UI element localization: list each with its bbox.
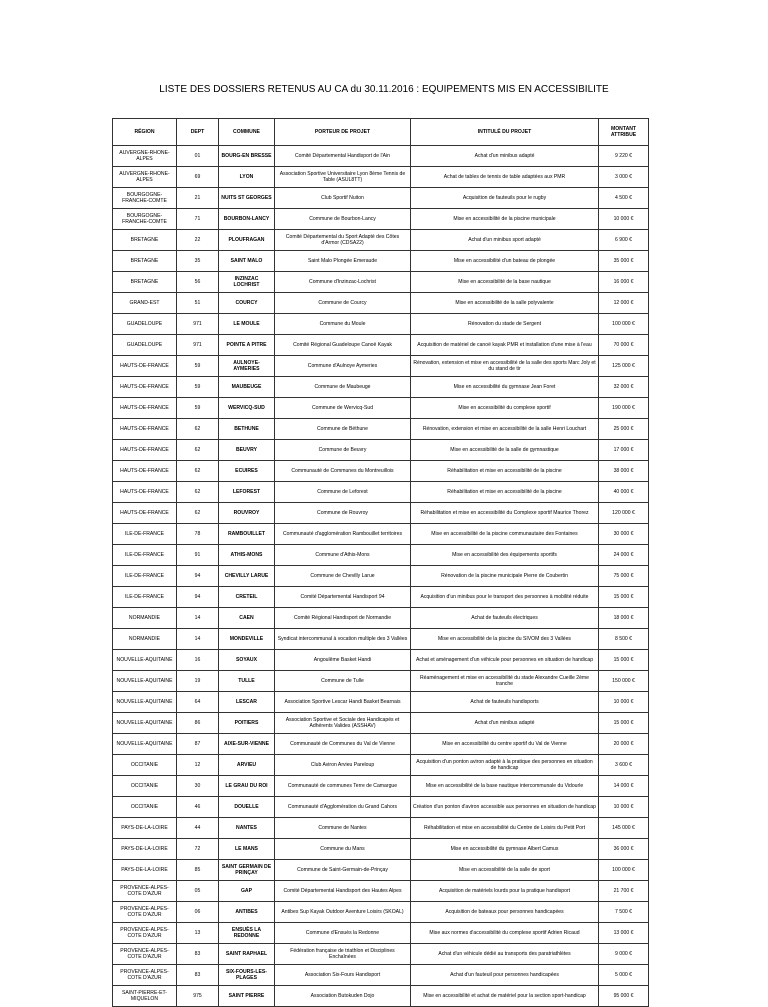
cell-commune: COURCY [219, 293, 275, 314]
cell-montant: 3 600 € [599, 755, 649, 776]
table-row [113, 146, 649, 167]
cell-dept: 62 [177, 503, 219, 524]
cell-commune: BEUVRY [219, 440, 275, 461]
table-body [113, 146, 649, 1007]
cell-intitule: Acquisition de fauteuils pour le rugby [411, 188, 599, 209]
table-row [113, 503, 649, 524]
cell-porteur: Commune de Tulle [275, 671, 411, 692]
cell-montant: 20 000 € [599, 734, 649, 755]
cell-intitule: Achat d'un minibus adapté [411, 713, 599, 734]
cell-porteur: Commune de Courcy [275, 293, 411, 314]
cell-montant: 190 000 € [599, 398, 649, 419]
header-dept: DEPT [177, 119, 219, 146]
table-row [113, 566, 649, 587]
cell-dept: 06 [177, 902, 219, 923]
cell-commune: BOURG-EN BRESSE [219, 146, 275, 167]
cell-commune: ANTIBES [219, 902, 275, 923]
cell-intitule: Acquisition de matériel de canoë kayak PMR et installation d'une mise à l'eau [411, 335, 599, 356]
table-row [113, 167, 649, 188]
cell-region: PROVENCE-ALPES-COTE D'AZUR [113, 902, 177, 923]
cell-dept: 13 [177, 923, 219, 944]
cell-montant: 16 000 € [599, 272, 649, 293]
cell-intitule: Mise en accessibilité de la salle de gymnastique [411, 440, 599, 461]
cell-region: GUADELOUPE [113, 314, 177, 335]
cell-porteur: Association Sportive et Sociale des Handicapés et Adhérents Valides (ASSHAV) [275, 713, 411, 734]
cell-dept: 35 [177, 251, 219, 272]
cell-intitule: Réhabilitation et mise en accessibilité du Centre de Loisirs du Petit Port [411, 818, 599, 839]
cell-intitule: Réhabilitation et mise en accessibilité de la piscine [411, 461, 599, 482]
cell-porteur: Commune de Wervicq-Sud [275, 398, 411, 419]
table-row [113, 986, 649, 1007]
cell-porteur: Commune de Rouvroy [275, 503, 411, 524]
cell-intitule: Acquisition d'un minibus pour le transport des personnes à mobilité réduite [411, 587, 599, 608]
cell-region: PAYS-DE-LA-LOIRE [113, 860, 177, 881]
cell-intitule: Mise en accessibilité et achat de matériel pour la section sport-handicap [411, 986, 599, 1007]
cell-dept: 19 [177, 671, 219, 692]
cell-porteur: Communauté de communes Terre de Camargue [275, 776, 411, 797]
cell-montant: 5 000 € [599, 965, 649, 986]
table-row [113, 209, 649, 230]
cell-montant: 32 000 € [599, 377, 649, 398]
cell-region: NOUVELLE-AQUITAINE [113, 650, 177, 671]
table-row [113, 608, 649, 629]
cell-region: HAUTS-DE-FRANCE [113, 398, 177, 419]
cell-region: NOUVELLE-AQUITAINE [113, 734, 177, 755]
cell-commune: SAINT MALO [219, 251, 275, 272]
cell-intitule: Achat et aménagement d'un véhicule pour personnes en situation de handicap [411, 650, 599, 671]
cell-intitule: Réhabilitation et mise en accessibilité du Complexe sportif Maurice Thorez [411, 503, 599, 524]
cell-intitule: Mise aux normes d'accessibilité du complexe sportif Adrien Ricaud [411, 923, 599, 944]
cell-commune: LYON [219, 167, 275, 188]
cell-porteur: Commune de Chevilly Larue [275, 566, 411, 587]
cell-commune: BETHUNE [219, 419, 275, 440]
cell-region: PROVENCE-ALPES-COTE D'AZUR [113, 965, 177, 986]
cell-commune: TULLE [219, 671, 275, 692]
cell-porteur: Comité Départemental Handisport des Hautes Alpes [275, 881, 411, 902]
cell-montant: 15 000 € [599, 713, 649, 734]
table-row [113, 629, 649, 650]
cell-montant: 100 000 € [599, 860, 649, 881]
projects-table [112, 118, 649, 1007]
cell-commune: LESCAR [219, 692, 275, 713]
cell-intitule: Mise en accessibilité du gymnase Jean Foret [411, 377, 599, 398]
cell-porteur: Commune de Beuvry [275, 440, 411, 461]
cell-dept: 22 [177, 230, 219, 251]
cell-dept: 14 [177, 608, 219, 629]
cell-dept: 83 [177, 944, 219, 965]
cell-intitule: Mise en accessibilité de la piscine municipale [411, 209, 599, 230]
cell-commune: DOUELLE [219, 797, 275, 818]
cell-intitule: Mise en accessibilité de la salle de sport [411, 860, 599, 881]
cell-commune: SAINT RAPHAEL [219, 944, 275, 965]
cell-porteur: Fédération française de triathlon et Disciplines Enchaînées [275, 944, 411, 965]
cell-commune: CHEVILLY LARUE [219, 566, 275, 587]
cell-dept: 94 [177, 566, 219, 587]
table-row [113, 881, 649, 902]
cell-region: PROVENCE-ALPES-COTE D'AZUR [113, 944, 177, 965]
cell-porteur: Commune de Béthune [275, 419, 411, 440]
cell-intitule: Acquisition de bateaux pour personnes handicapées [411, 902, 599, 923]
cell-montant: 7 500 € [599, 902, 649, 923]
cell-commune: ARVIEU [219, 755, 275, 776]
table-row [113, 944, 649, 965]
cell-region: NOUVELLE-AQUITAINE [113, 692, 177, 713]
cell-intitule: Réhabilitation et mise en accessibilité de la piscine [411, 482, 599, 503]
cell-porteur: Commune d'Ensuès la Redonne [275, 923, 411, 944]
table-row [113, 419, 649, 440]
cell-region: HAUTS-DE-FRANCE [113, 461, 177, 482]
cell-dept: 62 [177, 419, 219, 440]
cell-dept: 83 [177, 965, 219, 986]
cell-intitule: Achat d'un minibus adapté [411, 146, 599, 167]
cell-montant: 38 000 € [599, 461, 649, 482]
cell-region: ILE-DE-FRANCE [113, 566, 177, 587]
cell-region: NORMANDIE [113, 629, 177, 650]
cell-porteur: Comité Régional Handisport de Normandie [275, 608, 411, 629]
cell-dept: 59 [177, 377, 219, 398]
cell-intitule: Mise en accessibilité de la base nautique intercommunale du Vidourle [411, 776, 599, 797]
cell-intitule: Mise en accessibilité d'un bateau de plongée [411, 251, 599, 272]
cell-dept: 91 [177, 545, 219, 566]
cell-porteur: Association Sportive Lescar Handi Basket Bearnais [275, 692, 411, 713]
cell-region: GUADELOUPE [113, 335, 177, 356]
cell-region: SAINT-PIERRE-ET-MIQUELON [113, 986, 177, 1007]
cell-porteur: Club Sportif Nuiton [275, 188, 411, 209]
table-row [113, 230, 649, 251]
cell-dept: 01 [177, 146, 219, 167]
cell-porteur: Commune d'Athis-Mons [275, 545, 411, 566]
cell-dept: 94 [177, 587, 219, 608]
cell-porteur: Club Aviron Arvieu Pareloup [275, 755, 411, 776]
cell-dept: 12 [177, 755, 219, 776]
cell-dept: 14 [177, 629, 219, 650]
cell-region: PROVENCE-ALPES-COTE D'AZUR [113, 923, 177, 944]
cell-region: PAYS-DE-LA-LOIRE [113, 839, 177, 860]
cell-commune: CRETEIL [219, 587, 275, 608]
cell-region: NORMANDIE [113, 608, 177, 629]
header-intitule: INTITULÉ DU PROJET [411, 119, 599, 146]
cell-region: HAUTS-DE-FRANCE [113, 440, 177, 461]
cell-dept: 59 [177, 398, 219, 419]
cell-montant: 150 000 € [599, 671, 649, 692]
cell-dept: 05 [177, 881, 219, 902]
cell-dept: 85 [177, 860, 219, 881]
cell-dept: 59 [177, 356, 219, 377]
cell-region: HAUTS-DE-FRANCE [113, 503, 177, 524]
cell-commune: LE MANS [219, 839, 275, 860]
cell-montant: 14 000 € [599, 776, 649, 797]
cell-region: BRETAGNE [113, 272, 177, 293]
header-commune: COMMUNE [219, 119, 275, 146]
cell-commune: SAINT GERMAIN DE PRINÇAY [219, 860, 275, 881]
cell-region: NOUVELLE-AQUITAINE [113, 671, 177, 692]
cell-montant: 95 000 € [599, 986, 649, 1007]
cell-dept: 62 [177, 461, 219, 482]
cell-region: BOURGOGNE-FRANCHE-COMTE [113, 188, 177, 209]
table-row [113, 902, 649, 923]
cell-commune: INZINZAC LOCHRIST [219, 272, 275, 293]
cell-commune: ENSUÈS LA REDONNE [219, 923, 275, 944]
table-row [113, 335, 649, 356]
cell-intitule: Mise en accessibilité de la piscine du SIVOM des 3 Vallées [411, 629, 599, 650]
table-row [113, 293, 649, 314]
cell-dept: 51 [177, 293, 219, 314]
cell-intitule: Réaménagement et mise en accessibilité du stade Alexandre Cueille 2ème tranche [411, 671, 599, 692]
cell-intitule: Acquisition de matériels lourds pour la pratique handisport [411, 881, 599, 902]
cell-commune: ECUIRES [219, 461, 275, 482]
cell-porteur: Commune d'Aulnoye Aymeries [275, 356, 411, 377]
cell-porteur: Commune du Mans [275, 839, 411, 860]
cell-dept: 30 [177, 776, 219, 797]
table-row [113, 839, 649, 860]
cell-region: OCCITANIE [113, 776, 177, 797]
cell-intitule: Mise en accessibilité de la salle polyvalente [411, 293, 599, 314]
cell-dept: 62 [177, 440, 219, 461]
cell-dept: 16 [177, 650, 219, 671]
cell-commune: AULNOYE-AYMERIES [219, 356, 275, 377]
cell-commune: AIXE-SUR-VIENNE [219, 734, 275, 755]
cell-region: HAUTS-DE-FRANCE [113, 377, 177, 398]
cell-commune: POITIERS [219, 713, 275, 734]
table-row [113, 545, 649, 566]
cell-porteur: Commune de Leforest [275, 482, 411, 503]
cell-montant: 145 000 € [599, 818, 649, 839]
cell-dept: 78 [177, 524, 219, 545]
cell-montant: 24 000 € [599, 545, 649, 566]
table-row [113, 818, 649, 839]
cell-montant: 21 700 € [599, 881, 649, 902]
cell-porteur: Commune de Saint-Germain-de-Prinçay [275, 860, 411, 881]
cell-region: BRETAGNE [113, 230, 177, 251]
cell-region: HAUTS-DE-FRANCE [113, 356, 177, 377]
cell-intitule: Achat d'un fauteuil pour personnes handicapées [411, 965, 599, 986]
cell-intitule: Acquisition d'un ponton aviron adapté à la pratique des personnes en situation de handicap [411, 755, 599, 776]
cell-montant: 10 000 € [599, 797, 649, 818]
cell-dept: 72 [177, 839, 219, 860]
cell-intitule: Achat d'un minibus sport adapté [411, 230, 599, 251]
cell-montant: 13 000 € [599, 923, 649, 944]
table-row [113, 965, 649, 986]
cell-intitule: Mise en accessibilité du gymnase Albert Camus [411, 839, 599, 860]
cell-intitule: Achat de fauteuils handisports [411, 692, 599, 713]
table-row [113, 692, 649, 713]
cell-intitule: Mise en accessibilité de la piscine communautaire des Fontaines [411, 524, 599, 545]
cell-montant: 75 000 € [599, 566, 649, 587]
table-row [113, 356, 649, 377]
table-row [113, 713, 649, 734]
cell-intitule: Rénovation, extension et mise en accessibilité de la salle Henri Louchart [411, 419, 599, 440]
cell-intitule: Mise en accessibilité du centre sportif du Val de Vienne [411, 734, 599, 755]
cell-region: PROVENCE-ALPES-COTE D'AZUR [113, 881, 177, 902]
header-region: RÉGION [113, 119, 177, 146]
cell-montant: 6 900 € [599, 230, 649, 251]
cell-region: PAYS-DE-LA-LOIRE [113, 818, 177, 839]
cell-intitule: Achat d'un véhicule dédié au transports des paratriathlètes [411, 944, 599, 965]
table-row [113, 860, 649, 881]
cell-montant: 35 000 € [599, 251, 649, 272]
cell-dept: 71 [177, 209, 219, 230]
cell-commune: SOYAUX [219, 650, 275, 671]
cell-intitule: Rénovation, extension et mise en accessibilité de la salle des sports Marc Joly et du stand de tir [411, 356, 599, 377]
cell-dept: 21 [177, 188, 219, 209]
cell-commune: LE GRAU DU ROI [219, 776, 275, 797]
table-header-row [113, 119, 649, 146]
cell-dept: 46 [177, 797, 219, 818]
cell-porteur: Association Six-Fours Handisport [275, 965, 411, 986]
table-row [113, 251, 649, 272]
cell-montant: 3 000 € [599, 167, 649, 188]
cell-porteur: Communauté de Communes du Val de Vienne [275, 734, 411, 755]
cell-porteur: Association Sportive Universitaire Lyon 8ème Tennis de Table (ASUL8TT) [275, 167, 411, 188]
cell-montant: 17 000 € [599, 440, 649, 461]
cell-region: AUVERGNE-RHONE-ALPES [113, 167, 177, 188]
cell-montant: 100 000 € [599, 314, 649, 335]
cell-porteur: Communauté de Communes du Montreuillois [275, 461, 411, 482]
cell-montant: 25 000 € [599, 419, 649, 440]
cell-intitule: Création d'un ponton d'aviron accessible aux personnes en situation de handicap [411, 797, 599, 818]
cell-commune: RAMBOUILLET [219, 524, 275, 545]
cell-dept: 44 [177, 818, 219, 839]
cell-region: NOUVELLE-AQUITAINE [113, 713, 177, 734]
cell-region: ILE-DE-FRANCE [113, 587, 177, 608]
cell-region: HAUTS-DE-FRANCE [113, 482, 177, 503]
table-row [113, 461, 649, 482]
table-row [113, 776, 649, 797]
cell-porteur: Commune de Maubeuge [275, 377, 411, 398]
cell-porteur: Commune de Nantes [275, 818, 411, 839]
cell-commune: WERVICQ-SUD [219, 398, 275, 419]
cell-montant: 30 000 € [599, 524, 649, 545]
cell-montant: 70 000 € [599, 335, 649, 356]
cell-montant: 36 000 € [599, 839, 649, 860]
cell-commune: BOURBON-LANCY [219, 209, 275, 230]
cell-montant: 15 000 € [599, 650, 649, 671]
table-row [113, 314, 649, 335]
cell-region: HAUTS-DE-FRANCE [113, 419, 177, 440]
cell-porteur: Comité Départemental du Sport Adapté des Côtes d'Armor (CDSA22) [275, 230, 411, 251]
cell-commune: NUITS ST GEORGES [219, 188, 275, 209]
cell-dept: 64 [177, 692, 219, 713]
cell-dept: 62 [177, 482, 219, 503]
cell-commune: MONDEVILLE [219, 629, 275, 650]
cell-commune: ROUVROY [219, 503, 275, 524]
cell-montant: 125 000 € [599, 356, 649, 377]
cell-montant: 15 000 € [599, 587, 649, 608]
cell-intitule: Rénovation de la piscine municipale Pierre de Coubertin [411, 566, 599, 587]
table-row [113, 272, 649, 293]
header-montant: MONTANT ATTRIBUE [599, 119, 649, 146]
cell-montant: 18 000 € [599, 608, 649, 629]
cell-dept: 971 [177, 335, 219, 356]
cell-commune: LE MOULE [219, 314, 275, 335]
table-row [113, 398, 649, 419]
cell-region: GRAND-EST [113, 293, 177, 314]
cell-montant: 10 000 € [599, 692, 649, 713]
cell-commune: PLOUFRAGAN [219, 230, 275, 251]
cell-intitule: Rénovation du stade de Sergent [411, 314, 599, 335]
table-row [113, 524, 649, 545]
cell-porteur: Association Butokuden Dojo [275, 986, 411, 1007]
cell-montant: 12 000 € [599, 293, 649, 314]
cell-region: OCCITANIE [113, 797, 177, 818]
cell-montant: 9 000 € [599, 944, 649, 965]
cell-intitule: Mise en accessibilité du complexe sportif [411, 398, 599, 419]
table-row [113, 734, 649, 755]
cell-intitule: Mise en accessibilité de la base nautique [411, 272, 599, 293]
cell-porteur: Antibes Sup Kayak Outdoor Aventure Loisirs (SKOAL) [275, 902, 411, 923]
cell-montant: 120 000 € [599, 503, 649, 524]
cell-commune: MAUBEUGE [219, 377, 275, 398]
table-row [113, 440, 649, 461]
cell-intitule: Mise en accessibilité des équipements sportifs [411, 545, 599, 566]
cell-dept: 971 [177, 314, 219, 335]
table-row [113, 755, 649, 776]
table-row [113, 188, 649, 209]
cell-porteur: Comité Régional Guadeloupe Canoë Kayak [275, 335, 411, 356]
cell-porteur: Communauté d'Agglomération du Grand Cahors [275, 797, 411, 818]
cell-region: ILE-DE-FRANCE [113, 524, 177, 545]
table-row [113, 923, 649, 944]
table-row [113, 671, 649, 692]
page-title: LISTE DES DOSSIERS RETENUS AU CA du 30.11.2016 : EQUIPEMENTS MIS EN ACCESSIBILITE [159, 84, 609, 95]
cell-intitule: Achat de tables de tennis de table adaptées aux PMR [411, 167, 599, 188]
cell-commune: SAINT PIERRE [219, 986, 275, 1007]
header-porteur: PORTEUR DE PROJET [275, 119, 411, 146]
cell-porteur: Syndicat intercommunal à vocation multiple des 3 Vallées [275, 629, 411, 650]
cell-region: OCCITANIE [113, 755, 177, 776]
cell-dept: 975 [177, 986, 219, 1007]
cell-porteur: Comité Départemental Handisport de l'Ain [275, 146, 411, 167]
cell-commune: POINTE A PITRE [219, 335, 275, 356]
cell-montant: 40 000 € [599, 482, 649, 503]
cell-dept: 69 [177, 167, 219, 188]
cell-porteur: Commune du Moule [275, 314, 411, 335]
cell-region: ILE-DE-FRANCE [113, 545, 177, 566]
cell-commune: SIX-FOURS-LES-PLAGES [219, 965, 275, 986]
cell-dept: 86 [177, 713, 219, 734]
table-row [113, 797, 649, 818]
table-row [113, 377, 649, 398]
cell-dept: 56 [177, 272, 219, 293]
cell-porteur: Comité Départemental Handisport 94 [275, 587, 411, 608]
cell-intitule: Achat de fauteuils électriques [411, 608, 599, 629]
cell-dept: 87 [177, 734, 219, 755]
cell-montant: 4 500 € [599, 188, 649, 209]
table-row [113, 650, 649, 671]
cell-porteur: Commune d'Inzinzac-Lochrist [275, 272, 411, 293]
table-row [113, 482, 649, 503]
cell-commune: NANTES [219, 818, 275, 839]
cell-porteur: Angoulême Basket Handi [275, 650, 411, 671]
cell-commune: ATHIS-MONS [219, 545, 275, 566]
cell-montant: 10 000 € [599, 209, 649, 230]
cell-montant: 9 220 € [599, 146, 649, 167]
cell-commune: LEFOREST [219, 482, 275, 503]
cell-porteur: Saint Malo Plongée Emeraude [275, 251, 411, 272]
cell-commune: GAP [219, 881, 275, 902]
cell-region: BOURGOGNE-FRANCHE-COMTE [113, 209, 177, 230]
cell-porteur: Communauté d'agglomération Rambouillet territoires [275, 524, 411, 545]
cell-porteur: Commune de Bourbon-Lancy [275, 209, 411, 230]
cell-commune: CAEN [219, 608, 275, 629]
cell-region: BRETAGNE [113, 251, 177, 272]
cell-montant: 8 500 € [599, 629, 649, 650]
cell-region: AUVERGNE-RHONE-ALPES [113, 146, 177, 167]
table-row [113, 587, 649, 608]
